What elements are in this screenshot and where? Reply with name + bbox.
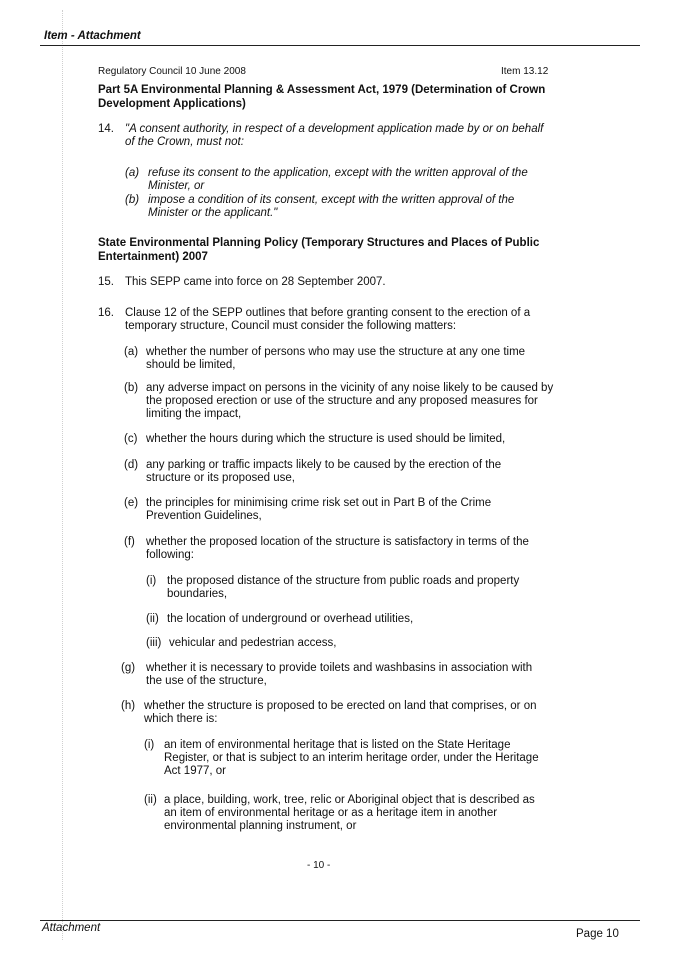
para-16-number: 16. bbox=[98, 307, 114, 319]
para-16-f-text: whether the proposed location of the structure is satisfactory in terms of the following: bbox=[146, 536, 529, 561]
para-16-f-iii-text: vehicular and pedestrian access, bbox=[169, 637, 337, 649]
para-16-h-i-text: an item of environmental heritage that is listed on the State Heritage Register, or that is subject to an interim heritage order, under the Heritage Act 1977, or bbox=[164, 739, 539, 777]
para-16-a-mark: (a) bbox=[124, 346, 139, 358]
para-16-h-i-mark: (i) bbox=[144, 739, 155, 751]
header-rule bbox=[40, 45, 640, 46]
para-16-a-text: whether the number of persons who may use the structure at any one time should be limited, bbox=[146, 346, 526, 371]
para-16-d-mark: (d) bbox=[124, 459, 139, 471]
para-16-text: Clause 12 of the SEPP outlines that before granting consent to the erection of a temporary structure, Council must consider the following matters: bbox=[125, 307, 531, 332]
page-number-center: - 10 - bbox=[307, 860, 331, 871]
para-16-c-mark: (c) bbox=[124, 433, 138, 445]
para-14-a-mark: (a) bbox=[125, 167, 140, 179]
para-16-h-mark: (h) bbox=[121, 700, 136, 712]
para-14-b-mark: (b) bbox=[125, 194, 140, 206]
para-16-h-ii-text: a place, building, work, tree, relic or Aboriginal object that is described as an item of environmental heritage or as a heritage item in another environmental planning instrument, or bbox=[164, 794, 535, 832]
header-item-label: Item - Attachment bbox=[44, 30, 141, 42]
section-heading-part5a: Part 5A Environmental Planning & Assessment Act, 1979 (Determination of Crown Development Applications) bbox=[98, 84, 546, 110]
footer-page-label: Page 10 bbox=[576, 928, 619, 940]
para-14-text: "A consent authority, in respect of a development application made by or on behalf of the Crown, must not: bbox=[125, 123, 544, 148]
para-16-f-i-text: the proposed distance of the structure from public roads and property boundaries, bbox=[167, 575, 520, 600]
para-16-d-text: any parking or traffic impacts likely to be caused by the erection of the structure or its proposed use, bbox=[146, 459, 502, 484]
para-16-h-text: whether the structure is proposed to be erected on land that comprises, or on which there is: bbox=[144, 700, 537, 725]
section-heading-sepp: State Environmental Planning Policy (Temporary Structures and Places of Public Entertainment) 2007 bbox=[98, 237, 540, 263]
para-16-f-iii-mark: (iii) bbox=[146, 637, 162, 649]
item-number: Item 13.12 bbox=[501, 66, 549, 77]
para-16-f-mark: (f) bbox=[124, 536, 135, 548]
meeting-label: Regulatory Council 10 June 2008 bbox=[98, 66, 246, 77]
footer-attachment-label: Attachment bbox=[42, 922, 101, 934]
para-14-number: 14. bbox=[98, 123, 114, 135]
para-16-e-mark: (e) bbox=[124, 497, 139, 509]
para-16-c-text: whether the hours during which the structure is used should be limited, bbox=[146, 433, 506, 445]
para-14-a-text: refuse its consent to the application, except with the written approval of the Minister, or bbox=[148, 167, 528, 192]
para-16-f-i-mark: (i) bbox=[146, 575, 157, 587]
para-16-g-mark: (g) bbox=[121, 662, 136, 674]
para-16-b-text: any adverse impact on persons in the vicinity of any noise likely to be caused by the proposed erection or use of the structure and any proposed measures for limiting the impact, bbox=[146, 382, 554, 420]
margin-scan-artifact bbox=[62, 10, 63, 940]
para-14-b-text: impose a condition of its consent, except with the written approval of the Minister or the applicant." bbox=[148, 194, 515, 219]
para-15-text: This SEPP came into force on 28 September 2007. bbox=[125, 276, 386, 288]
para-15-number: 15. bbox=[98, 276, 114, 288]
para-16-b-mark: (b) bbox=[124, 382, 139, 394]
footer-rule bbox=[40, 920, 640, 921]
para-16-f-ii-text: the location of underground or overhead utilities, bbox=[167, 613, 414, 625]
para-16-g-text: whether it is necessary to provide toilets and washbasins in association with the use of the structure, bbox=[146, 662, 533, 687]
para-16-e-text: the principles for minimising crime risk set out in Part B of the Crime Prevention Guidelines, bbox=[146, 497, 492, 522]
para-16-h-ii-mark: (ii) bbox=[144, 794, 157, 806]
para-16-f-ii-mark: (ii) bbox=[146, 613, 159, 625]
